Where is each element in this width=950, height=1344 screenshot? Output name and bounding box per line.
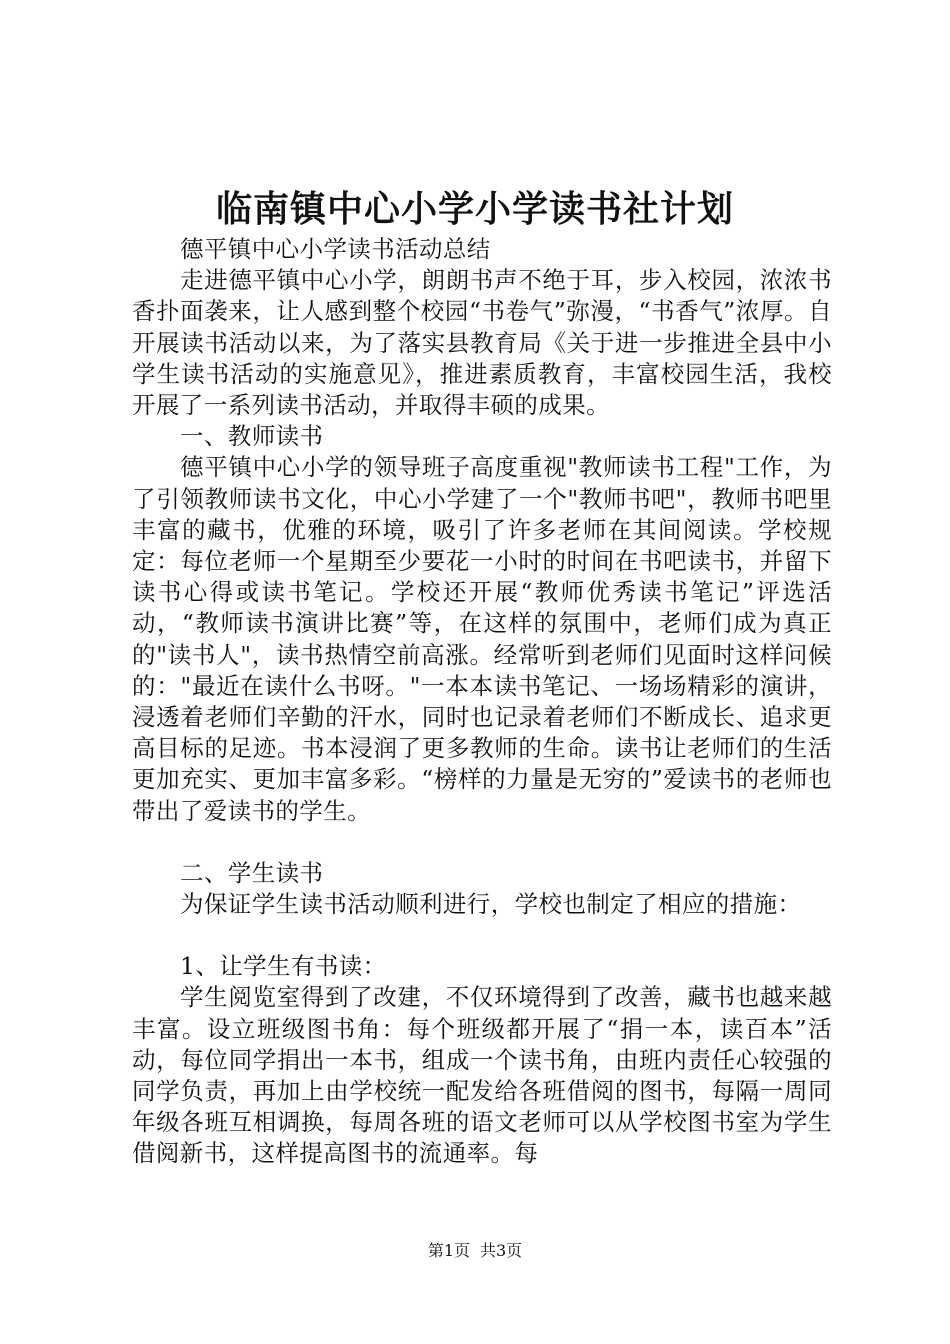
page-footer (0, 1241, 950, 1261)
page-total: 共3页 (480, 1241, 523, 1260)
books-paragraph: 学生阅览室得到了改建，不仅环境得到了改善，藏书也越来越丰富。设立班级图书角：每个班级都开展了“捐一本，读百本”活动，每位同学捐出一本书，组成一个读书角，由班内责任心较强的同学负责，再加上由学校统一配发给各班借阅的图书，每隔一周同年级各班互相调换，每周各班的语文老师可以从学校图书室为学生借阅新书，这样提高图书的流通率。每 (132, 983, 832, 1168)
page-number: 第1页 (427, 1241, 470, 1260)
subtitle-paragraph: 德平镇中心小学读书活动总结 (180, 235, 491, 263)
teachers-paragraph: 德平镇中心小学的领导班子高度重视"教师读书工程"工作，为了引领教师读书文化，中心小学建了一个"教师书吧"，教师书吧里丰富的藏书，优雅的环境，吸引了许多老师在其间阅读。学校规定：每位老师一个星期至少要花一小时的时间在书吧读书，并留下读书心得或读书笔记。学校还开展“教师优秀读书笔记”评选活动，“教师读书演讲比赛”等，在这样的氛围中，老师们成为真正的"读书人"，读书热情空前高涨。经常听到老师们见面时这样问候的："最近在读什么书呀。"一本本读书笔记、一场场精彩的演讲，浸透着老师们辛勤的汗水，同时也记录着老师们不断成长、追求更高目标的足迹。书本浸润了更多教师的生命。读书让老师们的生活更加充实、更加丰富多彩。“榜样的力量是无穷的”爱读书的老师也带出了爱读书的学生。 (132, 453, 832, 825)
section-heading-teachers: 一、教师读书 (180, 422, 324, 451)
intro-paragraph: 走进德平镇中心小学，朗朗书声不绝于耳，步入校园，浓浓书香扑面袭来，让人感到整个校园“书卷气”弥漫，“书香气”浓厚。自开展读书活动以来，为了落实县教育局《关于进一步推进全县中小学生读书活动的实施意见》，推进素质教育，丰富校园生活，我校开展了一系列读书活动，并取得丰硕的成果。 (132, 266, 832, 420)
students-intro-paragraph: 为保证学生读书活动顺利进行，学校也制定了相应的措施： (180, 890, 802, 919)
section-heading-students: 二、学生读书 (180, 858, 324, 887)
subsection-heading-books: 1、让学生有书读： (180, 952, 387, 981)
document-body (132, 234, 832, 1170)
document-title: 临南镇中心小学小学读书社计划 (215, 189, 734, 230)
